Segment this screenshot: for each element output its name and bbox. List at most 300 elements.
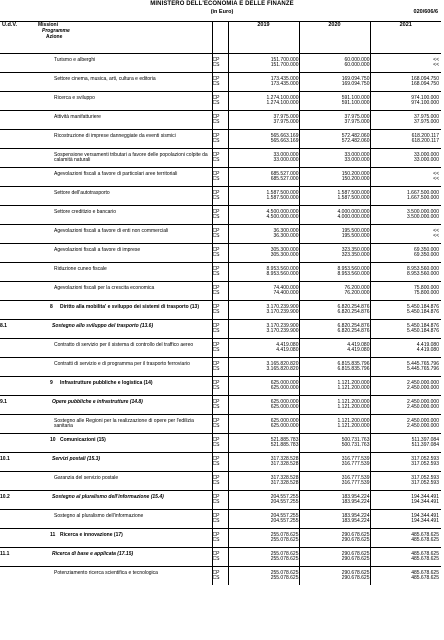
value-cs: 76.200.000 bbox=[344, 290, 370, 296]
type-cs: CS bbox=[212, 176, 220, 182]
table-row bbox=[0, 73, 441, 92]
row-label: Sostegno allo sviluppo del trasporto (13.6) bbox=[52, 322, 154, 329]
row-udv-text bbox=[0, 54, 36, 61]
value-cell-2020 bbox=[299, 320, 370, 339]
type-cs: CS bbox=[212, 309, 220, 315]
value-cp: 150.200.000 bbox=[341, 170, 370, 177]
value-cell-2021 bbox=[370, 339, 441, 358]
row-description bbox=[36, 339, 212, 358]
row-udv-text bbox=[0, 282, 36, 289]
value-cs: 305.300.000 bbox=[270, 252, 299, 258]
value-cell-2021 bbox=[370, 206, 441, 225]
row-description bbox=[36, 434, 212, 453]
value-cell-2021 bbox=[370, 263, 441, 282]
value-cell-2019 bbox=[228, 472, 299, 491]
value-cp: 204.557.255 bbox=[270, 493, 299, 500]
value-cp: 1.667.500.000 bbox=[407, 189, 439, 196]
type-cp: CP bbox=[212, 360, 220, 367]
type-cp: CP bbox=[212, 417, 220, 424]
value-cell-2021 bbox=[370, 54, 441, 73]
value-cs: 1.667.500.000 bbox=[407, 195, 439, 201]
table-header-row bbox=[0, 22, 441, 54]
value-cell-2021 bbox=[370, 187, 441, 206]
row-description bbox=[36, 111, 212, 130]
row-label: Ricerca di base e applicata (17.15) bbox=[52, 550, 134, 557]
value-cell-2021 bbox=[370, 130, 441, 149]
row-description bbox=[36, 244, 212, 263]
value-cs: 317.328.528 bbox=[270, 461, 299, 467]
value-cs: 8.953.560.000 bbox=[266, 271, 299, 277]
row-udv bbox=[0, 73, 36, 92]
type-cp: CP bbox=[212, 113, 220, 120]
row-udv-text bbox=[0, 130, 36, 137]
value-cell-2021 bbox=[370, 244, 441, 263]
value-cell-2021 bbox=[370, 377, 441, 396]
value-cell-2020 bbox=[299, 339, 370, 358]
column-header-description bbox=[36, 22, 212, 54]
table-row bbox=[0, 396, 441, 415]
type-cs: CS bbox=[212, 556, 220, 562]
value-cell-2020 bbox=[299, 453, 370, 472]
value-cell-2019 bbox=[228, 567, 299, 586]
row-udv bbox=[0, 54, 36, 73]
row-description bbox=[36, 130, 212, 149]
row-udv bbox=[0, 548, 36, 567]
row-label: Opere pubbliche e infrastrutture (14.8) bbox=[52, 398, 143, 405]
row-label: Potenziamento ricerca scientifica e tecnologica bbox=[54, 569, 158, 576]
row-udv-text bbox=[0, 529, 36, 536]
type-cs: CS bbox=[212, 575, 220, 581]
row-description bbox=[36, 510, 212, 529]
row-udv-text bbox=[0, 472, 36, 479]
row-description bbox=[36, 73, 212, 92]
type-cs: CS bbox=[212, 195, 220, 201]
value-cs: 974.100.000 bbox=[411, 100, 439, 106]
value-cell-2021 bbox=[370, 548, 441, 567]
value-cell-2019 bbox=[228, 130, 299, 149]
column-header-2021: 2021 bbox=[370, 22, 441, 54]
value-cs: 485.678.625 bbox=[411, 556, 439, 562]
row-description bbox=[36, 168, 212, 187]
value-cp: 1.587.500.000 bbox=[266, 189, 299, 196]
value-cp: 317.052.593 bbox=[411, 455, 439, 462]
row-description bbox=[36, 54, 212, 73]
value-cp: 1.587.500.000 bbox=[337, 189, 370, 196]
value-cell-2021 bbox=[370, 491, 441, 510]
value-cp: 323.350.000 bbox=[341, 246, 370, 253]
value-cp: 37.975.000 bbox=[344, 113, 370, 120]
type-cp: CP bbox=[212, 512, 220, 519]
row-udv bbox=[0, 453, 36, 472]
value-cp: << bbox=[433, 170, 439, 177]
value-cp: 485.678.625 bbox=[411, 550, 439, 557]
row-udv bbox=[0, 510, 36, 529]
value-cell-2021 bbox=[370, 149, 441, 168]
value-cell-2020 bbox=[299, 244, 370, 263]
type-cs: CS bbox=[212, 499, 220, 505]
value-cell-2019 bbox=[228, 548, 299, 567]
value-cell-2019 bbox=[228, 225, 299, 244]
row-type bbox=[212, 187, 228, 206]
value-cell-2019 bbox=[228, 415, 299, 434]
row-type bbox=[212, 244, 228, 263]
type-cp: CP bbox=[212, 189, 220, 196]
row-udv-text bbox=[0, 377, 36, 384]
row-udv-text bbox=[0, 434, 36, 441]
value-cp: << bbox=[433, 227, 439, 234]
value-cs: 204.557.255 bbox=[270, 518, 299, 524]
value-cp: 75.800.000 bbox=[413, 284, 439, 291]
value-cell-2020 bbox=[299, 73, 370, 92]
value-cell-2020 bbox=[299, 168, 370, 187]
row-description bbox=[36, 396, 212, 415]
row-label: Riduzione cuneo fiscale bbox=[54, 265, 107, 272]
row-label: Agevolazioni fiscali a favore di imprese bbox=[54, 246, 141, 253]
row-type bbox=[212, 453, 228, 472]
type-cs: CS bbox=[212, 404, 220, 410]
value-cs: 183.954.224 bbox=[341, 518, 370, 524]
row-type bbox=[212, 377, 228, 396]
value-cell-2019 bbox=[228, 453, 299, 472]
value-cs: 521.885.783 bbox=[270, 442, 299, 448]
value-cs: 4.500.000.000 bbox=[266, 214, 299, 220]
value-cs: 625.000.000 bbox=[270, 385, 299, 391]
table-row bbox=[0, 339, 441, 358]
value-cell-2019 bbox=[228, 491, 299, 510]
row-udv-text bbox=[0, 415, 36, 422]
value-cs: 33.000.000 bbox=[344, 157, 370, 163]
type-cs: CS bbox=[212, 480, 220, 486]
value-cs: 5.445.765.796 bbox=[407, 366, 439, 372]
value-cell-2021 bbox=[370, 282, 441, 301]
value-cp: 37.975.000 bbox=[273, 113, 299, 120]
table-row bbox=[0, 415, 441, 434]
row-udv bbox=[0, 130, 36, 149]
value-cs: 194.344.491 bbox=[411, 499, 439, 505]
value-cp: 194.344.491 bbox=[411, 493, 439, 500]
row-description bbox=[36, 491, 212, 510]
value-cs: 75.800.000 bbox=[413, 290, 439, 296]
value-cell-2020 bbox=[299, 415, 370, 434]
row-label: Sostegno al pluralismo dell'informazione bbox=[54, 512, 144, 519]
value-cell-2019 bbox=[228, 529, 299, 548]
value-cs: 8.953.560.000 bbox=[407, 271, 439, 277]
value-cp: 625.000.000 bbox=[270, 379, 299, 386]
type-cs: CS bbox=[212, 461, 220, 467]
value-cp: 625.000.000 bbox=[270, 398, 299, 405]
table-row bbox=[0, 225, 441, 244]
value-cs: 168.094.750 bbox=[411, 81, 439, 87]
type-cs: CS bbox=[212, 347, 220, 353]
value-cp: 33.000.000 bbox=[344, 151, 370, 158]
row-label: Settore creditizio e bancario bbox=[54, 208, 116, 215]
value-cs: 1.121.200.000 bbox=[337, 385, 370, 391]
row-type bbox=[212, 149, 228, 168]
value-cp: 60.000.000 bbox=[344, 56, 370, 63]
value-cell-2020 bbox=[299, 491, 370, 510]
value-cs: 4.000.000.000 bbox=[337, 214, 370, 220]
type-cs: CS bbox=[212, 138, 220, 144]
value-cs: 290.678.625 bbox=[341, 537, 370, 543]
value-cell-2021 bbox=[370, 415, 441, 434]
value-cell-2020 bbox=[299, 111, 370, 130]
table-row bbox=[0, 453, 441, 472]
type-cp: CP bbox=[212, 569, 220, 576]
type-cs: CS bbox=[212, 366, 220, 372]
value-cell-2020 bbox=[299, 510, 370, 529]
row-label: Diritto alla mobilita' e sviluppo dei sistemi di trasporto (13) bbox=[60, 303, 199, 310]
type-cs: CS bbox=[212, 214, 220, 220]
type-cs: CS bbox=[212, 157, 220, 163]
value-cell-2019 bbox=[228, 92, 299, 111]
type-cp: CP bbox=[212, 322, 220, 329]
value-cs: 2.450.000.000 bbox=[407, 423, 439, 429]
row-udv-text bbox=[0, 92, 36, 99]
row-type bbox=[212, 548, 228, 567]
value-cs: 3.170.239.900 bbox=[266, 309, 299, 315]
row-type bbox=[212, 263, 228, 282]
value-cp: 173.435.000 bbox=[270, 75, 299, 82]
value-cell-2019 bbox=[228, 434, 299, 453]
table-row bbox=[0, 54, 441, 73]
value-cell-2021 bbox=[370, 225, 441, 244]
value-cell-2021 bbox=[370, 396, 441, 415]
value-cp: 565.663.169 bbox=[270, 132, 299, 139]
table-row bbox=[0, 149, 441, 168]
row-type bbox=[212, 92, 228, 111]
value-cs: << bbox=[433, 62, 439, 68]
type-cp: CP bbox=[212, 151, 220, 158]
row-type bbox=[212, 225, 228, 244]
type-cs: CS bbox=[212, 518, 220, 524]
row-type bbox=[212, 510, 228, 529]
row-type bbox=[212, 434, 228, 453]
value-cs: 255.078.625 bbox=[270, 575, 299, 581]
value-cp: 500.731.763 bbox=[341, 436, 370, 443]
value-cs: 173.435.000 bbox=[270, 81, 299, 87]
value-cp: 183.954.224 bbox=[341, 493, 370, 500]
row-udv bbox=[0, 301, 36, 320]
mission-number: 11 bbox=[50, 531, 56, 538]
table-row bbox=[0, 92, 441, 111]
value-cp: << bbox=[433, 56, 439, 63]
row-type bbox=[212, 567, 228, 586]
value-cs: 255.078.625 bbox=[270, 556, 299, 562]
value-cell-2020 bbox=[299, 225, 370, 244]
type-cp: CP bbox=[212, 398, 220, 405]
value-cell-2021 bbox=[370, 529, 441, 548]
value-cell-2021 bbox=[370, 301, 441, 320]
table-row bbox=[0, 206, 441, 225]
currency-unit: (in Euro) bbox=[210, 9, 234, 15]
row-udv bbox=[0, 320, 36, 339]
row-udv bbox=[0, 225, 36, 244]
value-cell-2020 bbox=[299, 92, 370, 111]
value-cs: 3.170.239.900 bbox=[266, 328, 299, 334]
row-udv-text bbox=[0, 358, 36, 365]
value-cp: 4.419.080 bbox=[416, 341, 439, 348]
value-cs: 69.350.000 bbox=[413, 252, 439, 258]
value-cell-2021 bbox=[370, 358, 441, 377]
value-cs: 6.820.254.876 bbox=[337, 309, 370, 315]
row-label: Turismo e alberghi bbox=[54, 56, 96, 63]
type-cp: CP bbox=[212, 132, 220, 139]
value-cell-2020 bbox=[299, 472, 370, 491]
value-cell-2021 bbox=[370, 567, 441, 586]
row-label: Agevolazioni fiscali a favore di particolari aree territoriali bbox=[54, 170, 178, 177]
mission-number: 8 bbox=[50, 303, 53, 310]
row-udv bbox=[0, 206, 36, 225]
row-udv bbox=[0, 396, 36, 415]
row-label: Garanzia del servizio postale bbox=[54, 474, 119, 481]
type-cp: CP bbox=[212, 227, 220, 234]
row-label: Contratti di servizio e di programma per il trasporto ferroviario bbox=[54, 360, 190, 367]
value-cp: 485.678.625 bbox=[411, 531, 439, 538]
value-cell-2019 bbox=[228, 54, 299, 73]
type-cp: CP bbox=[212, 455, 220, 462]
type-cs: CS bbox=[212, 385, 220, 391]
value-cs: 1.587.500.000 bbox=[337, 195, 370, 201]
value-cs: 204.557.255 bbox=[270, 499, 299, 505]
row-udv bbox=[0, 244, 36, 263]
column-header-2020: 2020 bbox=[299, 22, 370, 54]
value-cell-2021 bbox=[370, 92, 441, 111]
row-udv bbox=[0, 567, 36, 586]
row-description bbox=[36, 472, 212, 491]
column-header-udv: U.d.V. bbox=[0, 22, 36, 54]
value-cp: 5.445.765.796 bbox=[407, 360, 439, 367]
value-cs: 316.777.539 bbox=[341, 461, 370, 467]
value-cp: 33.000.000 bbox=[273, 151, 299, 158]
value-cp: 3.500.000.000 bbox=[407, 208, 439, 215]
value-cp: 317.052.593 bbox=[411, 474, 439, 481]
value-cp: 151.700.000 bbox=[270, 56, 299, 63]
table-row bbox=[0, 548, 441, 567]
value-cp: 485.678.625 bbox=[411, 569, 439, 576]
row-udv-text bbox=[0, 263, 36, 270]
row-udv-text: 8.1 bbox=[0, 322, 7, 329]
value-cp: 572.482.060 bbox=[341, 132, 370, 139]
table-row bbox=[0, 377, 441, 396]
value-cs: 572.482.060 bbox=[341, 138, 370, 144]
value-cs: 37.975.000 bbox=[344, 119, 370, 125]
value-cs: 8.953.560.000 bbox=[337, 271, 370, 277]
value-cell-2020 bbox=[299, 187, 370, 206]
value-cs: 36.300.000 bbox=[273, 233, 299, 239]
row-type bbox=[212, 529, 228, 548]
row-udv bbox=[0, 282, 36, 301]
row-udv-text bbox=[0, 301, 36, 308]
row-type bbox=[212, 111, 228, 130]
value-cs: 151.700.000 bbox=[270, 62, 299, 68]
value-cp: 511.397.084 bbox=[411, 436, 439, 443]
value-cp: 36.300.000 bbox=[273, 227, 299, 234]
type-cs: CS bbox=[212, 233, 220, 239]
row-description bbox=[36, 225, 212, 244]
row-description bbox=[36, 567, 212, 586]
row-udv bbox=[0, 149, 36, 168]
value-cs: 33.000.000 bbox=[413, 157, 439, 163]
value-cs: 625.000.000 bbox=[270, 423, 299, 429]
value-cp: 6.820.254.876 bbox=[337, 322, 370, 329]
value-cs: 169.094.750 bbox=[341, 81, 370, 87]
table-row bbox=[0, 567, 441, 586]
value-cell-2020 bbox=[299, 529, 370, 548]
type-cp: CP bbox=[212, 75, 220, 82]
table-row bbox=[0, 358, 441, 377]
row-udv bbox=[0, 529, 36, 548]
value-cs: 195.500.000 bbox=[341, 233, 370, 239]
value-cell-2019 bbox=[228, 206, 299, 225]
document-code: 020/606/6 bbox=[413, 9, 438, 15]
row-description bbox=[36, 282, 212, 301]
column-header-actions: Azione bbox=[46, 34, 63, 40]
row-udv-text bbox=[0, 149, 36, 156]
value-cs: 2.450.000.000 bbox=[407, 404, 439, 410]
value-cell-2019 bbox=[228, 73, 299, 92]
row-udv-text bbox=[0, 187, 36, 194]
value-cp: 4.500.000.000 bbox=[266, 208, 299, 215]
value-cp: 37.975.000 bbox=[413, 113, 439, 120]
value-cell-2019 bbox=[228, 396, 299, 415]
value-cell-2020 bbox=[299, 434, 370, 453]
value-cp: 3.165.820.820 bbox=[266, 360, 299, 367]
value-cp: 618.200.117 bbox=[411, 132, 439, 139]
value-cs: 6.815.835.796 bbox=[337, 366, 370, 372]
type-cs: CS bbox=[212, 252, 220, 258]
row-udv bbox=[0, 92, 36, 111]
value-cell-2019 bbox=[228, 510, 299, 529]
type-cp: CP bbox=[212, 436, 220, 443]
value-cs: << bbox=[433, 176, 439, 182]
value-cs: 500.731.763 bbox=[341, 442, 370, 448]
row-type bbox=[212, 301, 228, 320]
row-description bbox=[36, 149, 212, 168]
row-type bbox=[212, 130, 228, 149]
value-cell-2019 bbox=[228, 320, 299, 339]
row-udv-text bbox=[0, 225, 36, 232]
value-cell-2021 bbox=[370, 168, 441, 187]
row-label: Comunicazioni (15) bbox=[60, 436, 106, 443]
table-row bbox=[0, 187, 441, 206]
value-cp: 169.094.750 bbox=[341, 75, 370, 82]
value-cp: 8.953.560.000 bbox=[266, 265, 299, 272]
value-cs: 290.678.625 bbox=[341, 575, 370, 581]
value-cp: 8.953.560.000 bbox=[337, 265, 370, 272]
table-row bbox=[0, 491, 441, 510]
value-cell-2019 bbox=[228, 301, 299, 320]
table-row bbox=[0, 529, 441, 548]
row-description bbox=[36, 415, 212, 434]
value-cp: 5.450.184.876 bbox=[407, 303, 439, 310]
value-cell-2020 bbox=[299, 567, 370, 586]
value-cs: 2.450.000.000 bbox=[407, 385, 439, 391]
value-cs: 685.527.000 bbox=[270, 176, 299, 182]
type-cp: CP bbox=[212, 94, 220, 101]
type-cs: CS bbox=[212, 290, 220, 296]
row-type bbox=[212, 282, 228, 301]
row-type bbox=[212, 168, 228, 187]
row-udv bbox=[0, 491, 36, 510]
value-cs: 255.078.625 bbox=[270, 537, 299, 543]
value-cell-2019 bbox=[228, 244, 299, 263]
value-cell-2021 bbox=[370, 434, 441, 453]
value-cp: 305.300.000 bbox=[270, 246, 299, 253]
type-cs: CS bbox=[212, 62, 220, 68]
value-cell-2020 bbox=[299, 282, 370, 301]
table-row bbox=[0, 168, 441, 187]
value-cs: 316.777.539 bbox=[341, 480, 370, 486]
